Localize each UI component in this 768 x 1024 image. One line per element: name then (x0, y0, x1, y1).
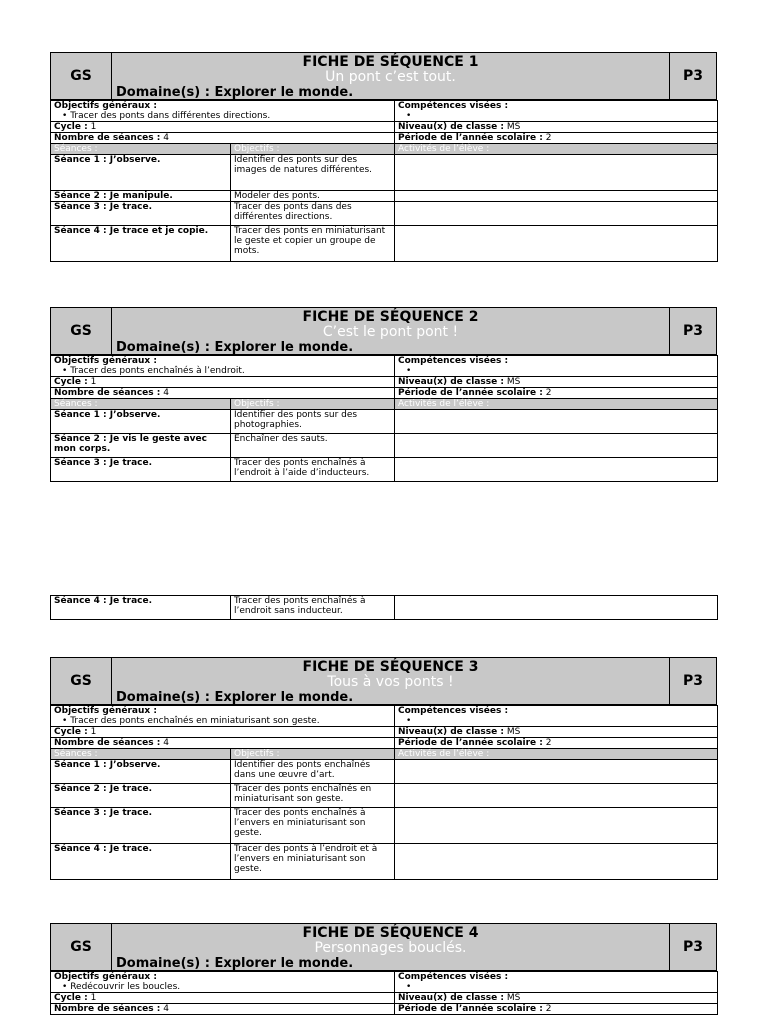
sequence-sheet-2 (50, 307, 717, 482)
sessions-count-cell: Nombre de séances : 4 (51, 738, 395, 749)
col-activities: Activités de l’élève : (395, 749, 718, 760)
sessions-count-cell: Nombre de séances : 4 (51, 1004, 395, 1015)
level-cell: GS (51, 924, 112, 970)
skills-cell: Compétences visées : • (395, 706, 718, 727)
table-row: Séance 1 : J’observe. Identifier des ponts enchaînés dans une œuvre d’art. (51, 760, 718, 784)
sheet-subtitle: Un pont c’est tout. (325, 69, 456, 85)
table-row: Séance 1 : J’observe. Identifier des ponts sur des photographies. (51, 410, 718, 434)
column-header-row (51, 144, 718, 155)
cycle-cell: Cycle : 1 (51, 993, 395, 1004)
table-row: Séance 2 : Je manipule. Modeler des ponts. (51, 191, 718, 202)
school-period-cell: Période de l’année scolaire : 2 (395, 133, 718, 144)
school-period-cell: Période de l’année scolaire : 2 (395, 388, 718, 399)
skills-cell: Compétences visées : • (395, 972, 718, 993)
objective-text: Tracer des ponts enchaînés à l’endroit. (70, 366, 245, 376)
col-objectives: Objectifs : (231, 144, 395, 155)
table-row: Séance 2 : Je vis le geste avec mon corps. Enchaîner des sauts. (51, 434, 718, 458)
column-header-row (51, 749, 718, 760)
class-level-cell: Niveau(x) de classe : MS (395, 377, 718, 388)
objectives-cell: Objectifs généraux : • Tracer des ponts enchaînés en miniaturisant son geste. (51, 706, 395, 727)
sessions-count-cell: Nombre de séances : 4 (51, 133, 395, 144)
column-header-row (51, 399, 718, 410)
sequence-sheet-1 (50, 52, 717, 262)
col-sessions: Séances : (51, 749, 231, 760)
sessions-count-cell: Nombre de séances : 4 (51, 388, 395, 399)
table-row: Séance 3 : Je trace. Tracer des ponts dans des différentes directions. (51, 202, 718, 226)
sheet-table (50, 355, 718, 482)
col-activities: Activités de l’élève : (395, 399, 718, 410)
cycle-cell: Cycle : 1 (51, 727, 395, 738)
sheet-subtitle: Tous à vos ponts ! (327, 674, 454, 690)
objectives-cell: Objectifs généraux : • Tracer des ponts dans différentes directions. (51, 101, 395, 122)
objective-text: Redécouvrir les boucles. (70, 982, 181, 992)
skills-cell: Compétences visées : • (395, 101, 718, 122)
period-code-cell: P3 (669, 658, 716, 704)
period-code-cell: P3 (669, 53, 716, 99)
sheet-title: FICHE DE SÉQUENCE 2 (302, 309, 479, 325)
sheet-subtitle: C’est le pont pont ! (322, 324, 459, 340)
domain-label: Domaine(s) : Explorer le monde. (116, 690, 354, 705)
class-level-cell: Niveau(x) de classe : MS (395, 727, 718, 738)
sequence-sheet-3 (50, 657, 717, 880)
domain-label: Domaine(s) : Explorer le monde. (116, 340, 354, 355)
school-period-cell: Période de l’année scolaire : 2 (395, 1004, 718, 1015)
school-period-cell: Période de l’année scolaire : 2 (395, 738, 718, 749)
level-cell: GS (51, 53, 112, 99)
skills-cell: Compétences visées : • (395, 356, 718, 377)
sheet-title: FICHE DE SÉQUENCE 1 (302, 54, 479, 70)
level-cell: GS (51, 658, 112, 704)
table-row: Séance 3 : Je trace. Tracer des ponts enchaînés à l’endroit à l’aide d’inducteurs. (51, 458, 718, 482)
sheet-table (50, 595, 718, 620)
sheet-header (50, 52, 717, 100)
table-row: Séance 4 : Je trace. Tracer des ponts enchaînés à l’endroit sans inducteur. (51, 596, 718, 620)
period-code-cell: P3 (669, 924, 716, 970)
domain-label: Domaine(s) : Explorer le monde. (116, 85, 354, 100)
col-sessions: Séances : (51, 144, 231, 155)
sequence-sheet-4 (50, 923, 717, 1015)
objective-text: Tracer des ponts enchaînés en miniaturisant son geste. (70, 716, 320, 726)
sheet-title: FICHE DE SÉQUENCE 4 (302, 925, 479, 941)
col-sessions: Séances : (51, 399, 231, 410)
table-row: Séance 1 : J’observe. Identifier des ponts sur des images de natures différentes. (51, 155, 718, 191)
sheet-subtitle: Personnages bouclés. (314, 940, 467, 956)
period-code-cell: P3 (669, 308, 716, 354)
sheet-header (50, 923, 717, 971)
sheet-header (50, 307, 717, 355)
sheet-header (50, 657, 717, 705)
level-cell: GS (51, 308, 112, 354)
cycle-cell: Cycle : 1 (51, 377, 395, 388)
sheet-title: FICHE DE SÉQUENCE 3 (302, 659, 479, 675)
sheet-table (50, 100, 718, 262)
class-level-cell: Niveau(x) de classe : MS (395, 993, 718, 1004)
col-objectives: Objectifs : (231, 749, 395, 760)
sequence-sheet-2-continuation (50, 595, 717, 620)
table-row: Séance 3 : Je trace. Tracer des ponts enchaînés à l’envers en miniaturisant son geste. (51, 808, 718, 844)
class-level-cell: Niveau(x) de classe : MS (395, 122, 718, 133)
table-row: Séance 4 : Je trace et je copie. Tracer des ponts en miniaturisant le geste et copier un groupe de mots. (51, 226, 718, 262)
sheet-table (50, 705, 718, 880)
objectives-cell: Objectifs généraux : • Redécouvrir les boucles. (51, 972, 395, 993)
sheet-table (50, 971, 718, 1015)
domain-label: Domaine(s) : Explorer le monde. (116, 956, 354, 971)
table-row: Séance 4 : Je trace. Tracer des ponts à l’endroit et à l’envers en miniaturisant son geste. (51, 844, 718, 880)
col-objectives: Objectifs : (231, 399, 395, 410)
objective-text: Tracer des ponts dans différentes directions. (70, 111, 271, 121)
table-row: Séance 2 : Je trace. Tracer des ponts enchaînés en miniaturisant son geste. (51, 784, 718, 808)
cycle-cell: Cycle : 1 (51, 122, 395, 133)
col-activities: Activités de l’élève : (395, 144, 718, 155)
objectives-cell: Objectifs généraux : • Tracer des ponts enchaînés à l’endroit. (51, 356, 395, 377)
